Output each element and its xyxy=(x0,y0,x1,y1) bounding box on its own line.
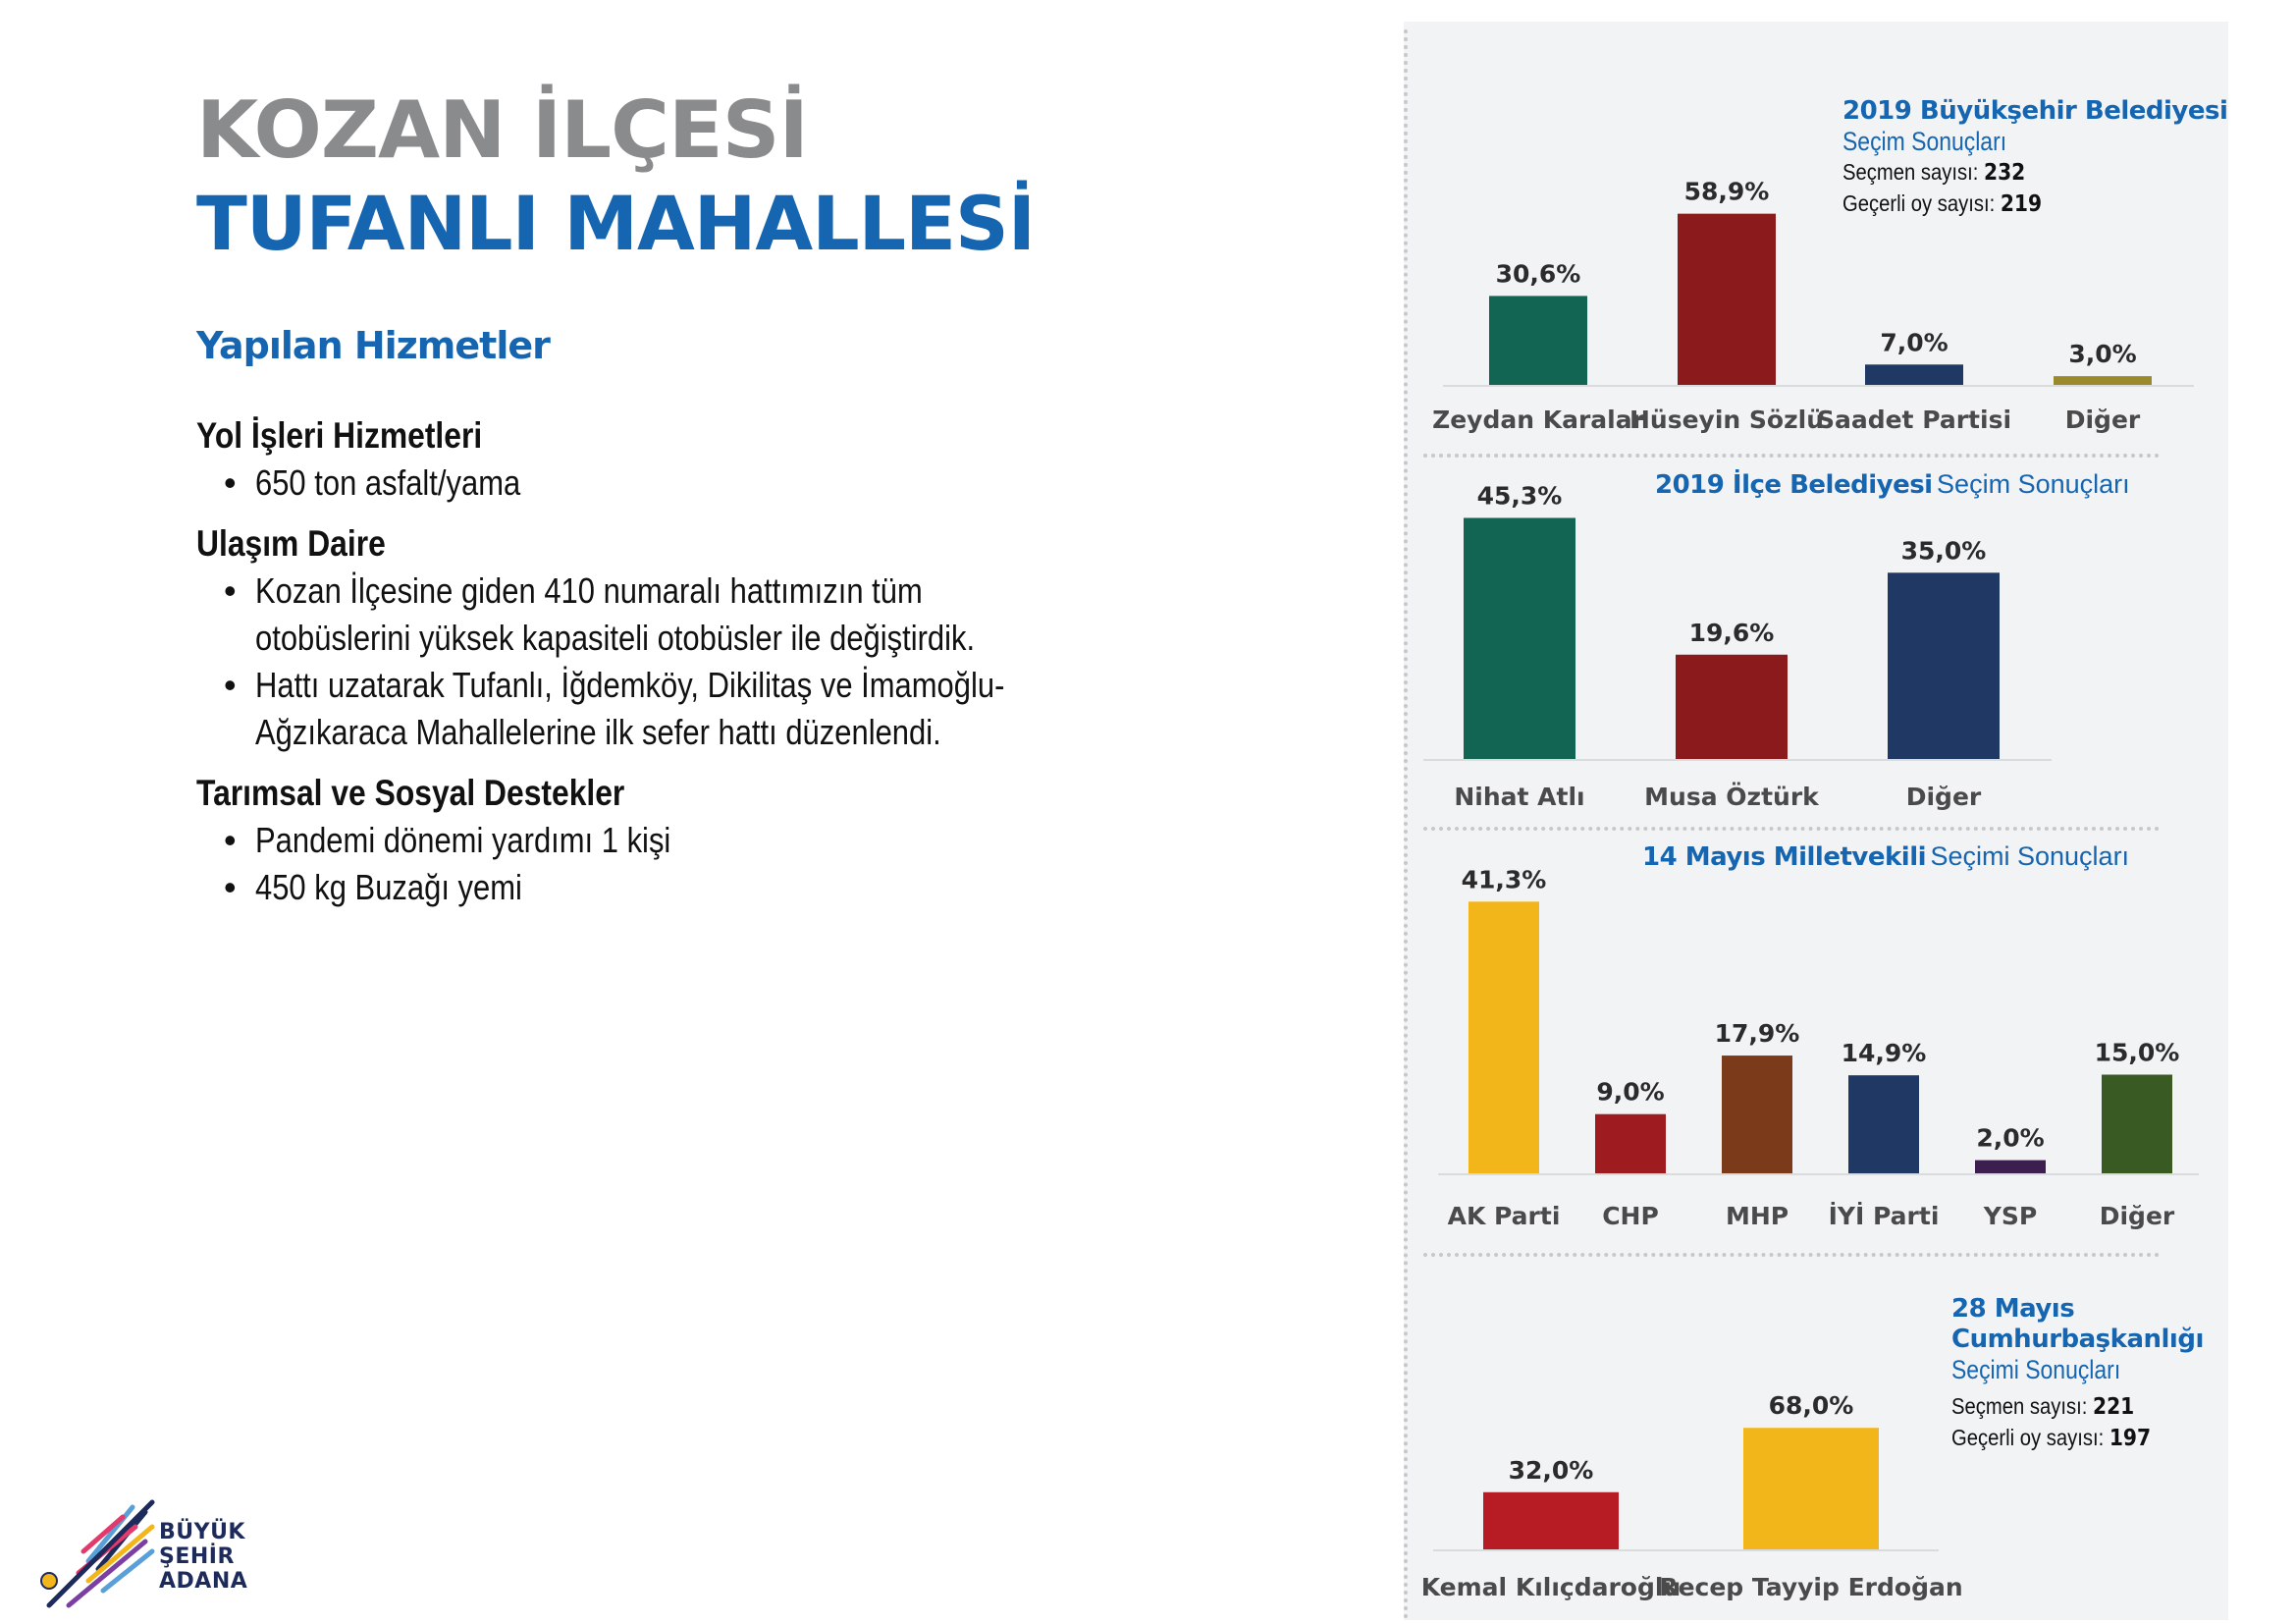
chart3-category-label: Diğer xyxy=(2099,1202,2175,1230)
chart2-category-label: Diğer xyxy=(1905,783,1982,811)
service-group-title: Tarımsal ve Sosyal Destekler xyxy=(196,773,625,813)
service-group-title: Ulaşım Daire xyxy=(196,523,386,564)
chart2-data-label: 35,0% xyxy=(1900,536,1987,566)
chart1-bar xyxy=(2054,376,2152,385)
chart3-data-label: 2,0% xyxy=(1976,1123,2045,1153)
service-group-title: Yol İşleri Hizmetleri xyxy=(196,415,483,456)
chart3-data-label: 17,9% xyxy=(1714,1019,1800,1049)
neighborhood-title: TUFANLI MAHALLESİ xyxy=(196,180,1035,267)
chart2-category-label: Nihat Atlı xyxy=(1454,783,1585,811)
chart2-annotation: 2019 İlçe Belediyesi Seçim Sonuçları xyxy=(1655,469,2130,500)
service-item: • 650 ton asfalt/yama xyxy=(196,460,1276,507)
chart2-data-label: 45,3% xyxy=(1476,481,1563,511)
chart3-category-label: MHP xyxy=(1725,1202,1789,1230)
chart1-bar xyxy=(1489,296,1587,385)
service-item: • 450 kg Buzağı yemi xyxy=(196,864,1276,911)
chart1-bar xyxy=(1865,364,1963,385)
chart3-bar xyxy=(1975,1161,2046,1173)
chart4-bar xyxy=(1483,1492,1619,1549)
chart4-data-label: 32,0% xyxy=(1508,1455,1594,1485)
chart3-category-label: AK Parti xyxy=(1447,1202,1561,1230)
chart3-category-label: İYİ Parti xyxy=(1828,1202,1940,1230)
chart2-bar xyxy=(1464,517,1575,759)
service-item: • Kozan İlçesine giden 410 numaralı hattımızın tüm otobüslerini yüksek kapasiteli otobüsler ile değiştirdik. xyxy=(196,568,1276,662)
service-item: • Pandemi dönemi yardımı 1 kişi xyxy=(196,817,1276,864)
chart3-data-label: 15,0% xyxy=(2094,1038,2180,1067)
chart1-data-label: 7,0% xyxy=(1880,328,1949,357)
logo-text: BÜYÜK ŞEHİR ADANA xyxy=(159,1520,248,1594)
chart3-bar xyxy=(1848,1075,1919,1173)
service-item: • Hattı uzatarak Tufanlı, İğdemköy, Dikilitaş ve İmamoğlu-Ağzıkaraca Mahallelerine ilk sefer hattı düzenlendi. xyxy=(196,662,1276,756)
chart3-data-label: 9,0% xyxy=(1596,1077,1665,1107)
chart4-data-label: 68,0% xyxy=(1768,1391,1854,1421)
chart4-annotation: 28 Mayıs Cumhurbaşkanlığı Seçimi Sonuçları Seçmen sayısı: 221 Geçerli oy sayısı: 197 xyxy=(1951,1294,2204,1451)
chart1-bar xyxy=(1678,214,1776,385)
chart1-category-label: Saadet Partisi xyxy=(1816,406,2012,434)
chart2-bar xyxy=(1888,572,2000,759)
chart3-bar xyxy=(1468,901,1539,1173)
chart3-category-label: YSP xyxy=(1983,1202,2038,1230)
chart1-category-label: Zeydan Karalar xyxy=(1432,406,1644,434)
chart3-annotation: 14 Mayıs Milletvekili Seçimi Sonuçları xyxy=(1642,841,2130,872)
district-title: KOZAN İLÇESİ xyxy=(196,84,808,176)
chart2-bar xyxy=(1676,655,1788,759)
chart1-data-label: 3,0% xyxy=(2068,340,2137,369)
chart1-annotation: 2019 Büyükşehir Belediyesi Seçim Sonuçları Seçmen sayısı: 232 Geçerli oy sayısı: 219 xyxy=(1842,96,2228,217)
chart3-bar xyxy=(1595,1114,1666,1173)
chart1-category-label: Diğer xyxy=(2064,406,2141,434)
chart4-category-label: Recep Tayyip Erdoğan xyxy=(1659,1573,1963,1601)
chart1-category-label: Hüseyin Sözlü xyxy=(1629,406,1825,434)
services-heading: Yapılan Hizmetler xyxy=(196,324,550,367)
chart2-category-label: Musa Öztürk xyxy=(1644,783,1819,811)
chart4-bar xyxy=(1743,1428,1879,1549)
chart3-category-label: CHP xyxy=(1602,1202,1659,1230)
chart3-bar xyxy=(1722,1056,1792,1173)
chart1-data-label: 58,9% xyxy=(1683,177,1770,206)
chart4-category-label: Kemal Kılıçdaroğlu xyxy=(1420,1573,1682,1601)
chart2-data-label: 19,6% xyxy=(1688,618,1775,647)
chart1-data-label: 30,6% xyxy=(1495,259,1581,289)
chart3-data-label: 14,9% xyxy=(1841,1039,1927,1068)
chart3-bar xyxy=(2102,1075,2172,1174)
chart3-data-label: 41,3% xyxy=(1461,865,1547,894)
